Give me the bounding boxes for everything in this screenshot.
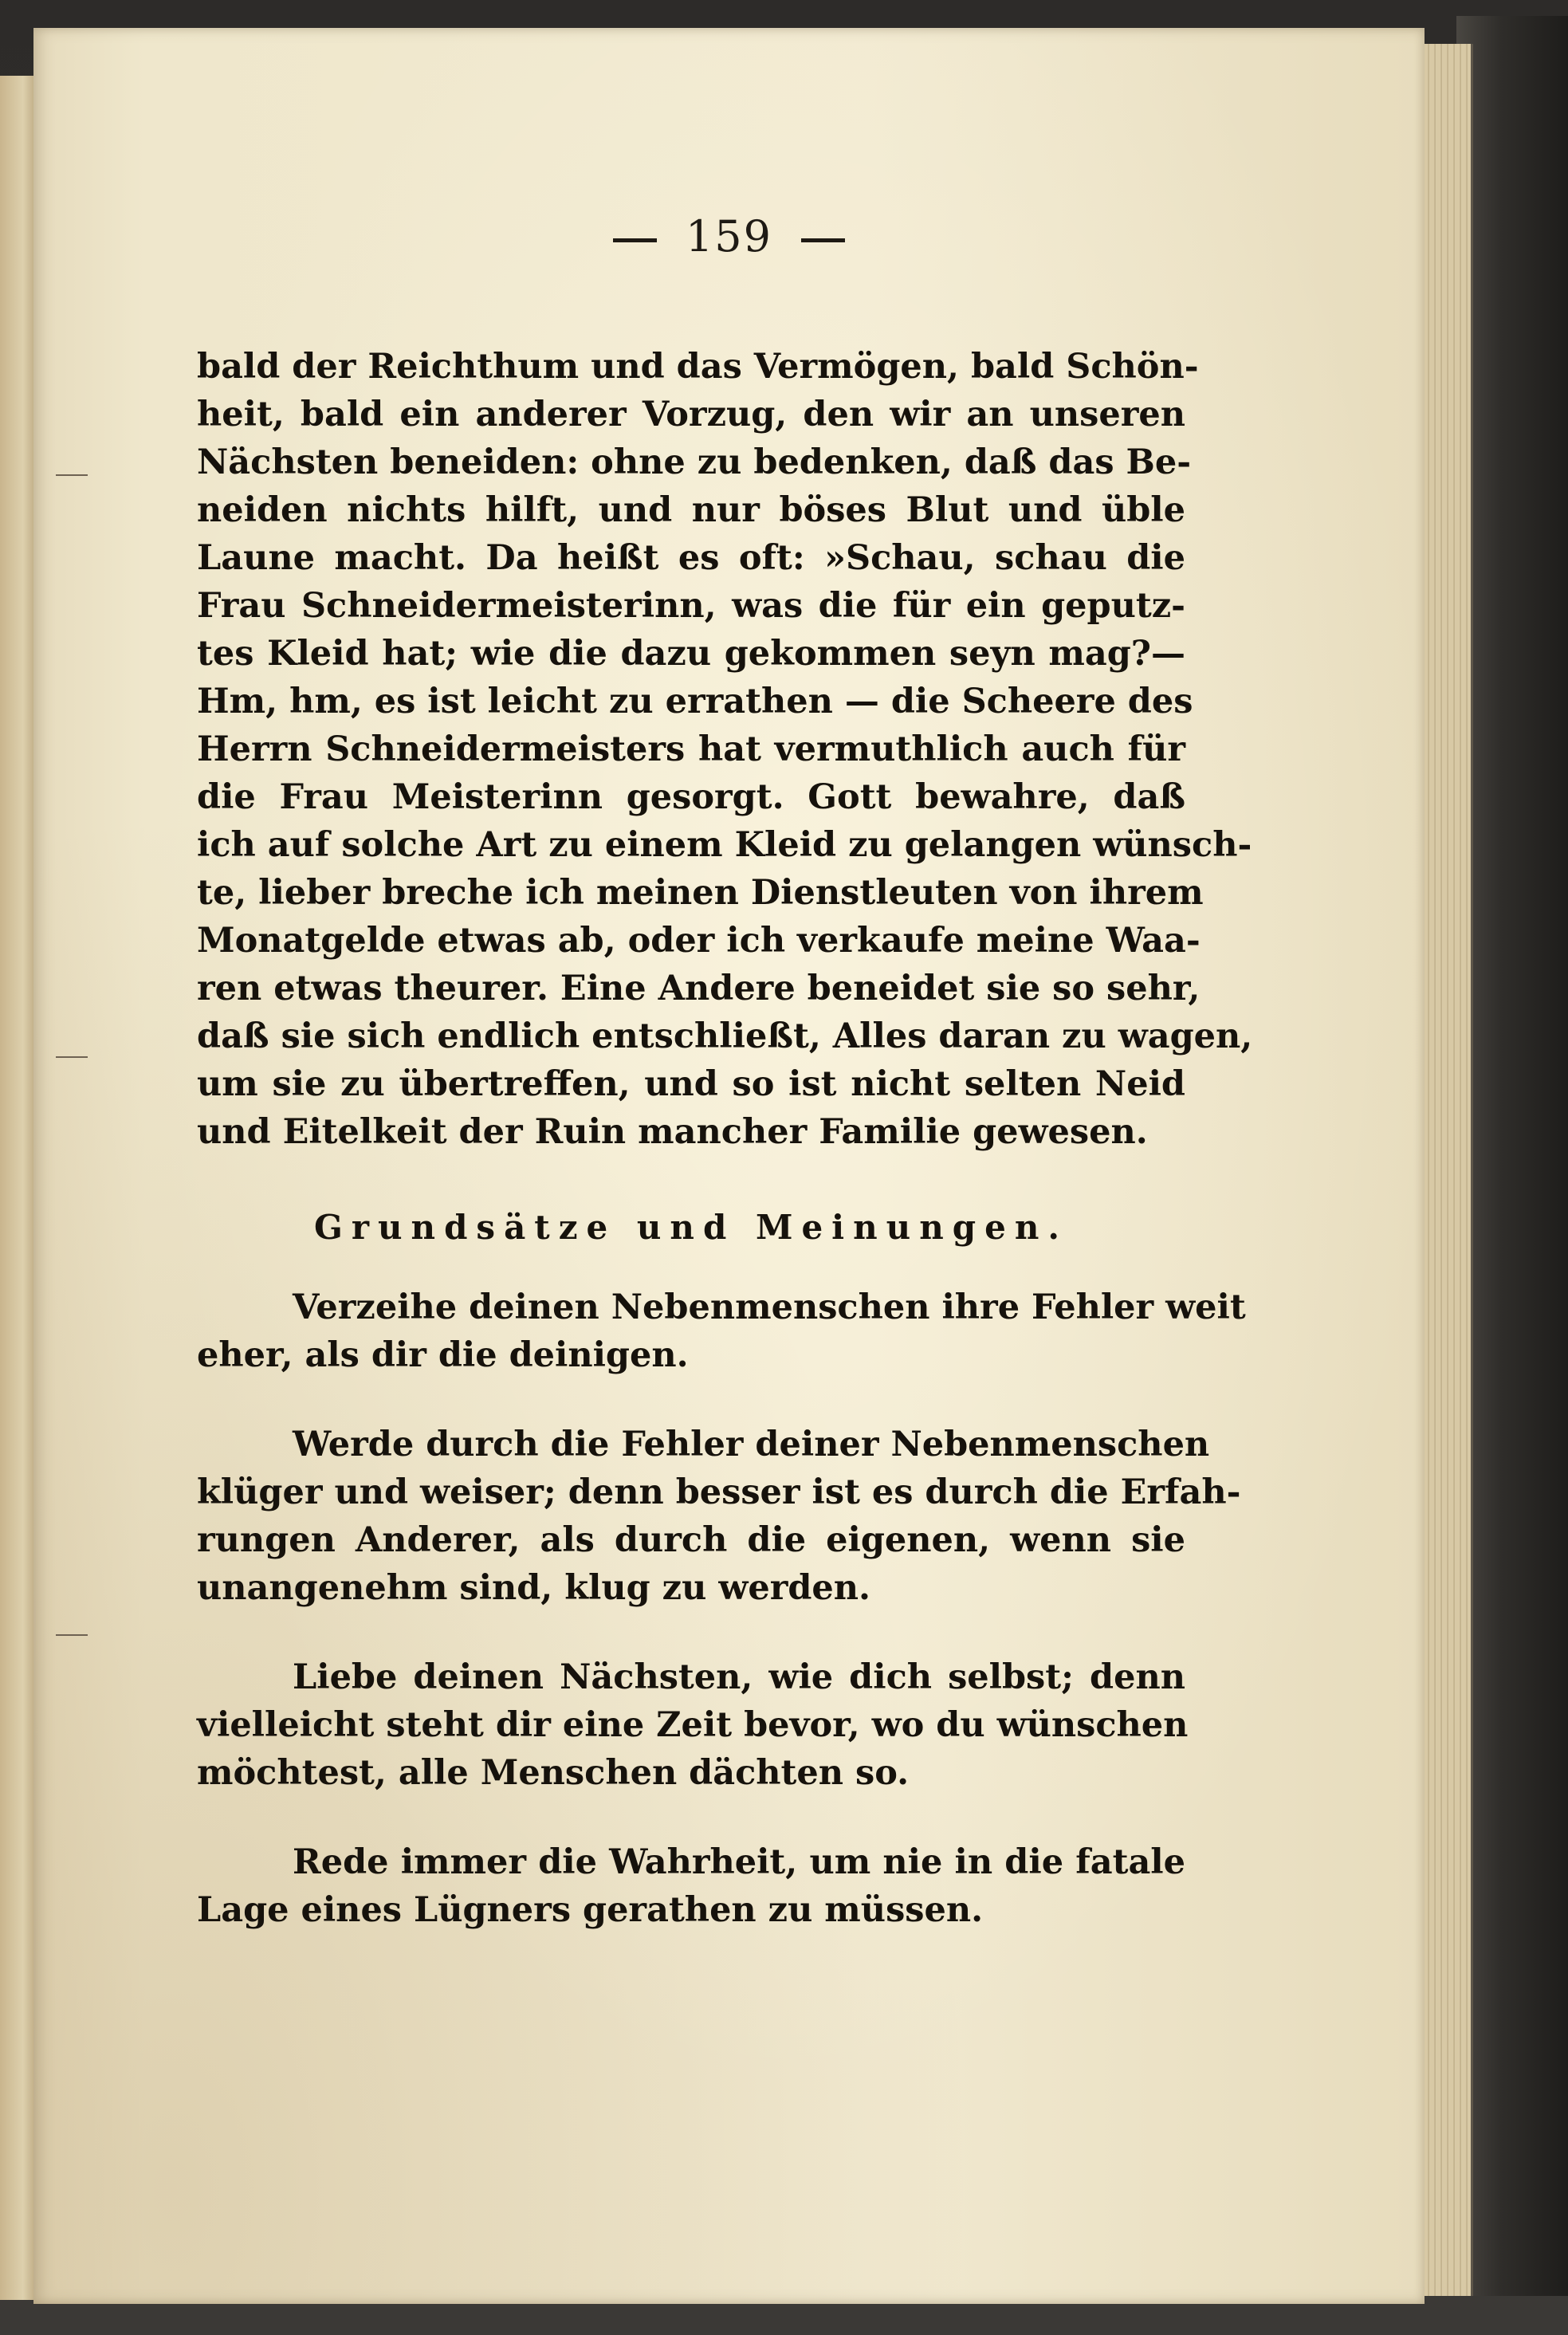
- text-line: Nächsten beneiden: ohne zu bedenken, daß das Be-: [197, 442, 1192, 482]
- text-line: vielleicht steht dir eine Zeit bevor, wo du wünschen: [197, 1705, 1189, 1745]
- text-line: Monatgelde etwas ab, oder ich verkaufe meine Waa-: [197, 921, 1201, 961]
- text-line: eher, als dir die deinigen.: [197, 1335, 689, 1375]
- text-line: Rede immer die Wahrheit, um nie in die fatale: [293, 1842, 1185, 1882]
- book-cover-edge: [1456, 16, 1568, 2296]
- book-page: [33, 28, 1425, 2304]
- text-line: Verzeihe deinen Nebenmenschen ihre Fehler weit: [293, 1287, 1246, 1327]
- text-line: heit, bald ein anderer Vorzug, den wir an unseren: [197, 395, 1185, 434]
- text-line: Liebe deinen Nächsten, wie dich selbst; denn: [293, 1657, 1185, 1697]
- text-line: ich auf solche Art zu einem Kleid zu gelangen wünsch-: [197, 825, 1252, 865]
- section-heading: Grundsätze und Meinungen.: [314, 1208, 1068, 1247]
- margin-mark: [56, 474, 88, 476]
- text-line: Laune macht. Da heißt es oft: »Schau, schau die: [197, 538, 1185, 578]
- text-line: Lage eines Lügners gerathen zu müssen.: [197, 1890, 984, 1930]
- text-line: tes Kleid hat; wie die dazu gekommen seyn mag?—: [197, 634, 1185, 674]
- text-line: unangenehm sind, klug zu werden.: [197, 1568, 871, 1608]
- text-line: daß sie sich endlich entschließt, Alles daran zu wagen,: [197, 1016, 1253, 1056]
- body-text: [197, 343, 1253, 1934]
- text-line: die Frau Meisterinn gesorgt. Gott bewahre, daß: [197, 777, 1185, 817]
- page-number: [33, 211, 1425, 261]
- maxim-paragraph: [197, 1283, 1246, 1379]
- page-number-dash-right: [801, 238, 845, 242]
- maxim-paragraph: [197, 1838, 1185, 1934]
- text-line: neiden nichts hilft, und nur böses Blut und üble: [197, 490, 1185, 530]
- margin-mark: [56, 1056, 88, 1058]
- maxim-paragraph: [197, 1653, 1189, 1797]
- text-line: klüger und weiser; denn besser ist es durch die Erfah-: [197, 1472, 1241, 1512]
- page-number-dash-left: [613, 238, 657, 242]
- text-line: Hm, hm, es ist leicht zu errathen — die Scheere des: [197, 682, 1193, 721]
- continuation-paragraph: [197, 343, 1253, 1156]
- text-line: möchtest, alle Menschen dächten so.: [197, 1753, 910, 1793]
- text-line: ren etwas theurer. Eine Andere beneidet sie so sehr,: [197, 969, 1201, 1008]
- text-line: um sie zu übertreffen, und so ist nicht selten Neid: [197, 1064, 1185, 1104]
- text-line: Werde durch die Fehler deiner Nebenmenschen: [293, 1425, 1210, 1464]
- maxim-paragraph: [197, 1421, 1241, 1612]
- text-line: te, lieber breche ich meinen Dienstleuten von ihrem: [197, 873, 1204, 913]
- text-line: rungen Anderer, als durch die eigenen, wenn sie: [197, 1520, 1185, 1560]
- text-line: Herrn Schneidermeisters hat vermuthlich auch für: [197, 729, 1185, 769]
- page-number-value: 159: [685, 211, 773, 261]
- text-line: Frau Schneidermeisterinn, was die für ein geputz-: [197, 586, 1185, 626]
- margin-mark: [56, 1634, 88, 1636]
- text-line: bald der Reichthum und das Vermögen, bald Schön-: [197, 347, 1199, 387]
- text-line: und Eitelkeit der Ruin mancher Familie gewesen.: [197, 1112, 1148, 1152]
